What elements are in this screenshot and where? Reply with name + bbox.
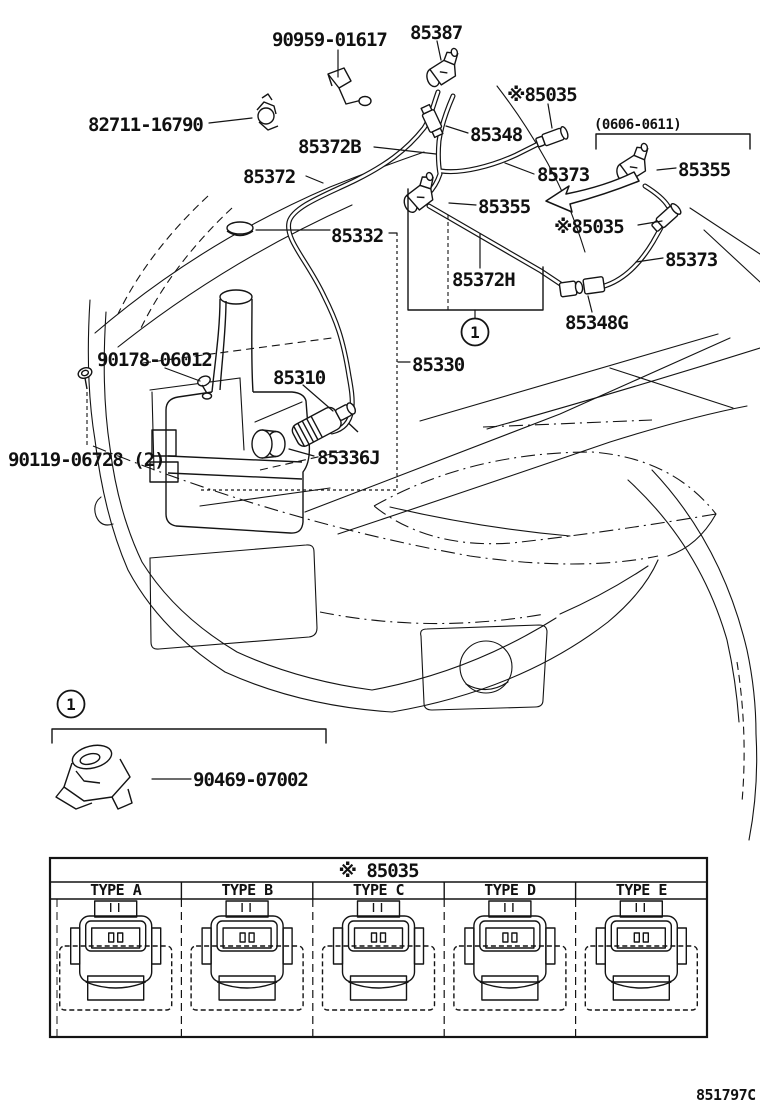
table-col-type-d: TYPE D [484, 881, 536, 899]
part-label-85348: 85348 [470, 124, 523, 146]
table-header: ※ 85035 [338, 860, 419, 882]
part-label-90959-01617: 90959-01617 [272, 29, 387, 51]
part-label-85372: 85372 [243, 166, 296, 188]
callout-1-top-label: 1 [470, 323, 480, 342]
table-col-type-a: TYPE A [90, 881, 142, 899]
part-label-90469-07002: 90469-07002 [193, 769, 308, 791]
part-label-90178-06012: 90178-06012 [97, 349, 212, 371]
part-label-85310: 85310 [273, 367, 326, 389]
part-label-85336J: 85336J [317, 447, 380, 469]
callout-1-bottom-label: 1 [66, 695, 76, 714]
part-label-85330: 85330 [412, 354, 465, 376]
part-label-85332: 85332 [331, 225, 384, 247]
part-label-82711-16790: 82711-16790 [88, 114, 203, 136]
part-label-85035-top: ※85035 [507, 84, 577, 106]
production-range-note: (0606-0611) [594, 117, 682, 133]
table-col-type-b: TYPE B [221, 881, 273, 899]
part-label-85372H: 85372H [452, 269, 515, 291]
part-label-85387: 85387 [410, 22, 463, 44]
table-col-type-e: TYPE E [615, 881, 667, 899]
part-label-90119-06728: 90119-06728 (2) [8, 449, 165, 471]
footer-code: 851797C [696, 1086, 756, 1104]
part-label-85373-b: 85373 [665, 249, 718, 271]
part-label-85355-b: 85355 [478, 196, 531, 218]
part-label-85373-a: 85373 [537, 164, 590, 186]
part-label-85348G: 85348G [565, 312, 628, 334]
tank-cap-85332 [227, 222, 253, 234]
table-col-type-c: TYPE C [352, 881, 405, 899]
part-label-85355-a: 85355 [678, 159, 731, 181]
part-label-85372B: 85372B [298, 136, 361, 158]
part-label-85035-mid: ※85035 [554, 216, 624, 238]
grommet-85336J [252, 430, 285, 458]
